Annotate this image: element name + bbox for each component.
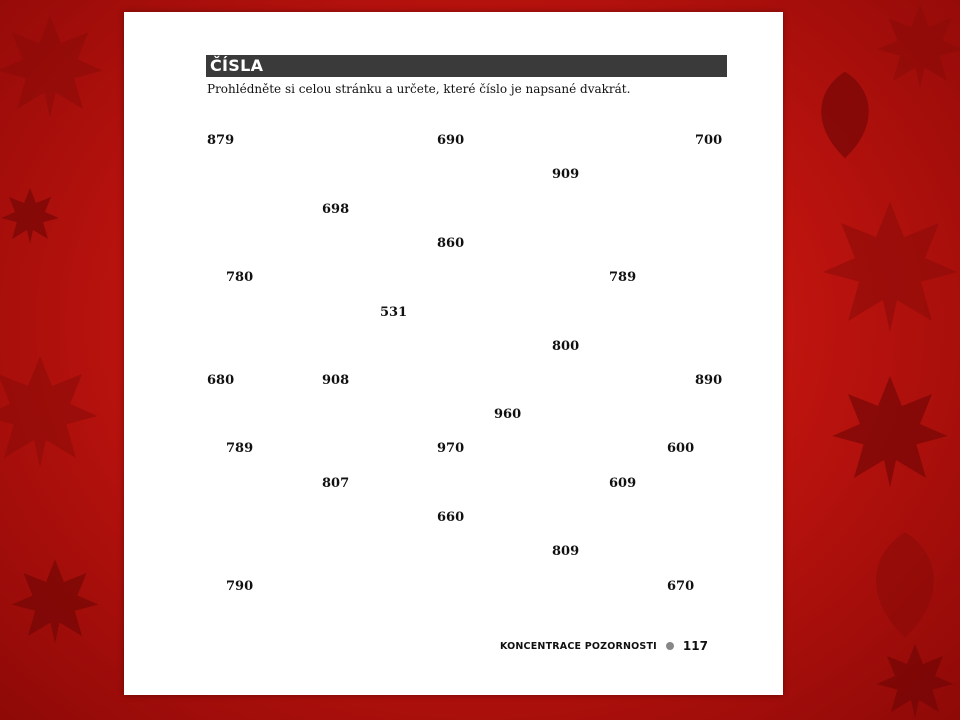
number-item: 680 [207,373,235,388]
page-title: ČÍSLA [206,55,727,77]
number-item: 807 [322,476,350,491]
number-item: 609 [609,476,637,491]
number-item: 789 [226,441,254,456]
number-item: 800 [552,339,580,354]
number-item: 670 [667,579,695,594]
number-item: 700 [695,133,723,148]
section-name: KONCENTRACE POZORNOSTI [500,640,657,652]
number-item: 780 [226,270,254,285]
number-item: 790 [226,579,254,594]
bullet-dot-icon [666,642,674,650]
autumn-leaf-icon [820,190,960,340]
number-item: 531 [380,305,408,320]
autumn-leaf-icon [870,640,960,720]
page-number: 117 [682,639,708,653]
number-item: 600 [667,441,695,456]
number-item: 698 [322,202,350,217]
autumn-leaf-icon [800,60,890,170]
number-item: 908 [322,373,350,388]
number-item: 809 [552,544,580,559]
number-item: 789 [609,270,637,285]
autumn-leaf-icon [830,370,950,490]
number-item: 660 [437,510,465,525]
number-item: 909 [552,167,580,182]
number-item: 860 [437,236,465,251]
number-item: 879 [207,133,235,148]
autumn-leaf-icon [0,150,60,280]
number-item: 890 [695,373,723,388]
number-item: 960 [494,407,522,422]
number-item: 970 [437,441,465,456]
instruction-text: Prohlédněte si celou stránku a určete, které číslo je napsané dvakrát. [207,82,631,96]
page-footer [500,638,708,654]
autumn-leaf-icon [10,540,100,660]
autumn-leaf-icon [0,350,100,470]
number-item: 690 [437,133,465,148]
autumn-leaf-icon [0,10,110,120]
autumn-leaf-icon [850,530,960,640]
